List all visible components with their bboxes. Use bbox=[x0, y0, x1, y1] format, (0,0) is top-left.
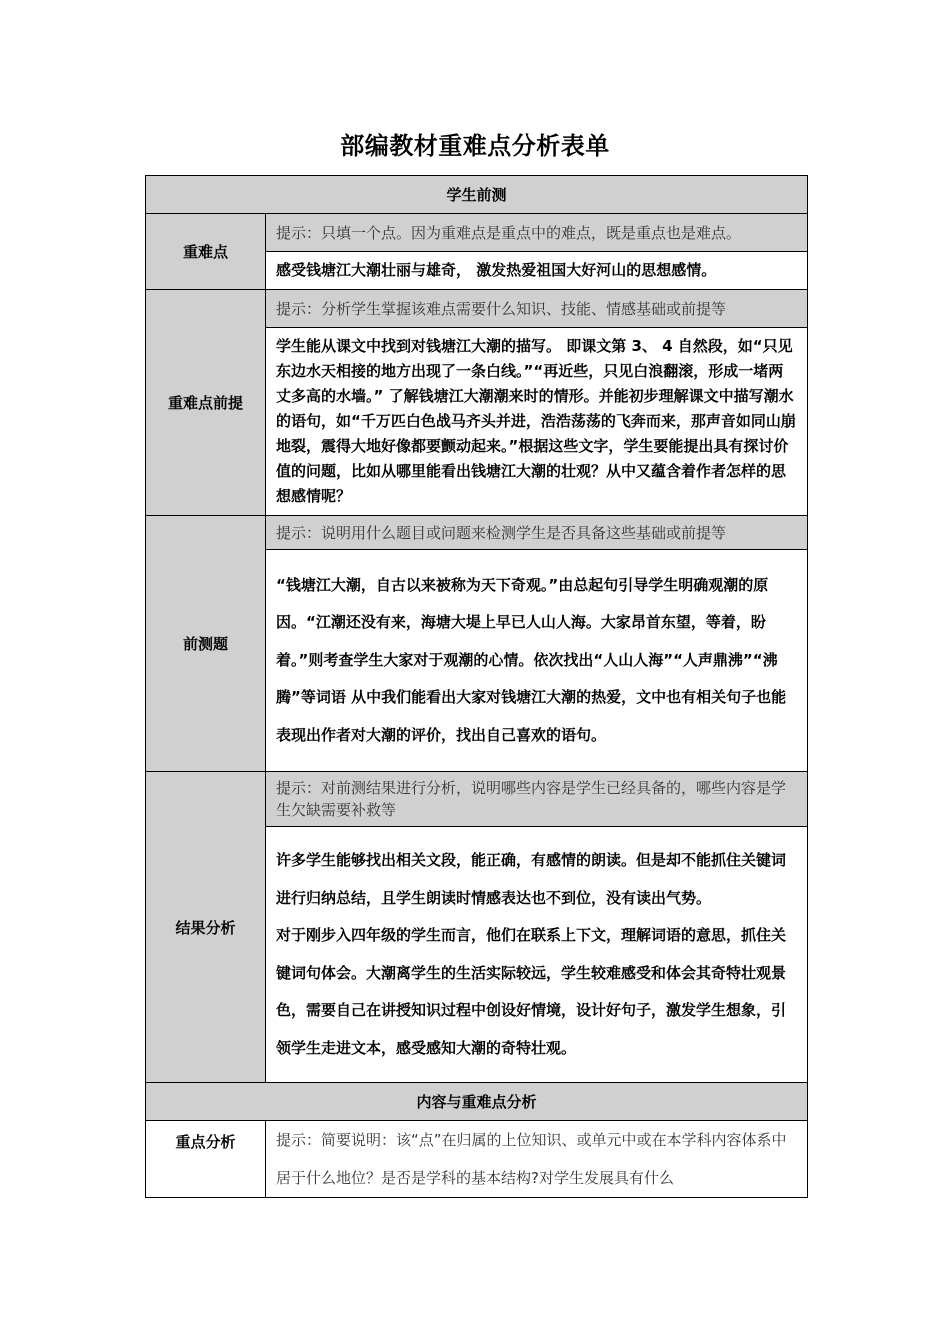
content-key-difficulty: 感受钱塘江大潮壮丽与雄奇， 激发热爱祖国大好河山的思想感情。 bbox=[266, 252, 808, 290]
hint-key-difficulty: 提示：只填一个点。因为重难点是重点中的难点，既是重点也是难点。 bbox=[266, 214, 808, 252]
row-label-prerequisite: 重难点前提 bbox=[146, 290, 266, 516]
row-label-pretest-question: 前测题 bbox=[146, 516, 266, 772]
hint-pretest-question: 提示：说明用什么题目或问题来检测学生是否具备这些基础或前提等 bbox=[266, 516, 808, 550]
content-result-analysis bbox=[266, 827, 808, 1083]
content-prerequisite: 学生能从课文中找到对钱塘江大潮的描写。 即课文第 3、 4 自然段，如“只见东边水天相接的地方出现了一条白线。”“再近些，只见白浪翻滚，形成一堵两丈多高的水墙。” 了解钱塘江大潮潮来时的情形。并能初步理解课文中描写潮水的语句，如“千万匹白色战马齐头并进，浩浩荡荡的飞奔而来，那声音如同山崩地裂，震得大地好像都要颤动起来。”根据这些文字，学生要能提出具有探讨价值的问题，比如从哪里能看出钱塘江大潮的壮观？从中又蕴含着作者怎样的思想感情呢？ bbox=[266, 328, 808, 516]
row-label-key-point: 重点分析 bbox=[146, 1121, 266, 1198]
content-pretest-question: “钱塘江大潮，自古以来被称为天下奇观。”由总起句引导学生明确观潮的原因。“江潮还没有来，海塘大堤上早已人山人海。大家昂首东望，等着，盼着。”则考查学生大家对于观潮的心情。依次找出“人山人海”“人声鼎沸”“沸腾”等词语 从中我们能看出大家对钱塘江大潮的热爱，文中也有相关句子也能表现出作者对大潮的评价，找出自己喜欢的语句。 bbox=[266, 550, 808, 772]
analysis-table bbox=[145, 175, 808, 1198]
section-row-content bbox=[146, 1083, 808, 1121]
hint-prerequisite: 提示：分析学生掌握该难点需要什么知识、技能、情感基础或前提等 bbox=[266, 290, 808, 328]
section-heading-content: 内容与重难点分析 bbox=[146, 1083, 808, 1121]
row-label-key-difficulty: 重难点 bbox=[146, 214, 266, 290]
table-row bbox=[146, 290, 808, 328]
result-paragraph-2: 对于刚步入四年级的学生而言，他们在联系上下文，理解词语的意思，抓住关键词句体会。大潮离学生的生活实际较远，学生较难感受和体会其奇特壮观景色，需要自己在讲授知识过程中创设好情境，设计好句子，激发学生想象，引领学生走进文本，感受感知大潮的奇特壮观。 bbox=[276, 926, 787, 1057]
hint-result-analysis: 提示：对前测结果进行分析，说明哪些内容是学生已经具备的，哪些内容是学生欠缺需要补救等 bbox=[266, 772, 808, 827]
row-label-result-analysis: 结果分析 bbox=[146, 772, 266, 1083]
section-heading-pretest: 学生前测 bbox=[146, 176, 808, 214]
table-row bbox=[146, 1121, 808, 1198]
table-row bbox=[146, 214, 808, 252]
section-row-pretest bbox=[146, 176, 808, 214]
table-row bbox=[146, 772, 808, 827]
table-row bbox=[146, 516, 808, 550]
page-title: 部编教材重难点分析表单 bbox=[340, 132, 610, 160]
result-paragraph-1: 许多学生能够找出相关文段，能正确，有感情的朗读。但是却不能抓住关键词进行归纳总结，且学生朗读时情感表达也不到位，没有读出气势。 bbox=[276, 851, 787, 907]
hint-key-point: 提示：简要说明：该“点”在归属的上位知识、或单元中或在本学科内容体系中居于什么地位？是否是学科的基本结构?对学生发展具有什么 bbox=[266, 1121, 808, 1198]
